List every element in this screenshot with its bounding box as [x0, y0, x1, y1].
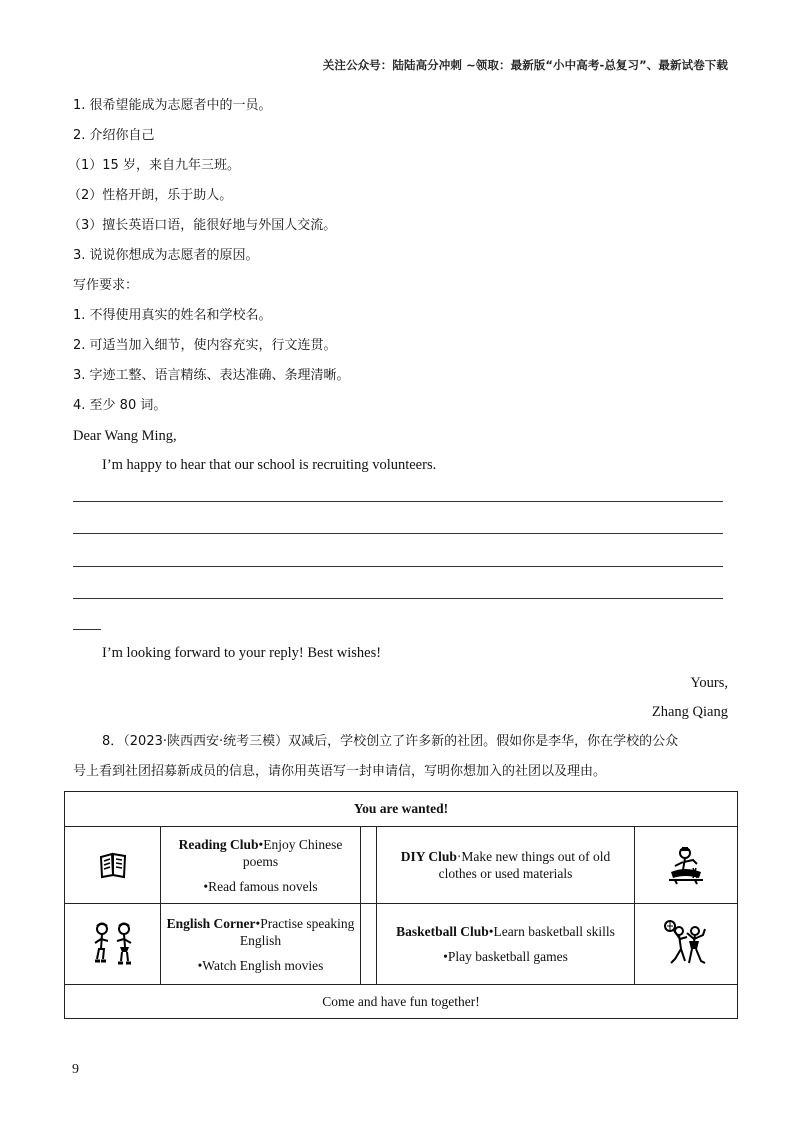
club-desc: •Play basketball games	[443, 949, 568, 964]
book-icon	[97, 849, 129, 881]
requirement-item: 1. 不得使用真实的姓名和学校名。	[73, 308, 272, 323]
club-separator: •	[258, 836, 264, 852]
club-name: Basketball Club	[396, 924, 489, 939]
outline-subitem-1: （1）15 岁，来自九年三班。	[68, 158, 240, 173]
club-separator: •	[255, 915, 261, 931]
basketball-club-cell	[377, 904, 635, 985]
outline-item-2: 2. 介绍你自己	[73, 128, 155, 143]
answer-line	[73, 533, 723, 534]
letter-salutation: Dear Wang Ming,	[73, 428, 177, 444]
basketball-players-icon	[661, 919, 711, 969]
club-separator: ·	[456, 849, 462, 864]
poster-title: You are wanted!	[65, 792, 738, 827]
reading-club-icon-cell	[65, 827, 161, 904]
two-people-talking-icon	[91, 921, 135, 967]
club-desc: •Read famous novels	[203, 878, 318, 894]
page-number: 9	[72, 1062, 79, 1077]
club-poster-table	[64, 791, 738, 1019]
sewing-person-icon	[663, 844, 709, 886]
answer-line	[73, 566, 723, 567]
poster-footer: Come and have fun together!	[65, 985, 738, 1019]
spacer-cell	[361, 904, 377, 985]
outline-subitem-2: （2）性格开朗，乐于助人。	[68, 188, 233, 203]
club-separator: •	[488, 924, 494, 939]
club-desc: Learn basketball skills	[493, 924, 615, 939]
diy-club-icon-cell	[635, 827, 738, 904]
answer-line	[73, 598, 723, 599]
club-desc: •Watch English movies	[197, 957, 324, 973]
question-8-line-2: 号上看到社团招募新成员的信息，请你用英语写一封申请信，写明你想加入的社团以及理由。	[73, 764, 607, 779]
answer-line-short	[73, 629, 101, 630]
outline-item-3: 3. 说说你想成为志愿者的原因。	[73, 248, 259, 263]
club-name: Reading Club	[178, 836, 259, 852]
club-desc: Enjoy Chinese poems	[242, 836, 343, 869]
basketball-club-icon-cell	[635, 904, 738, 985]
question-8-line-1: 8．（2023·陕西西安·统考三模）双减后，学校创立了许多新的社团。假如你是李华，你在学校的公众	[102, 734, 679, 749]
club-name: English Corner	[166, 915, 256, 931]
requirements-title: 写作要求：	[73, 278, 139, 293]
outline-item-1: 1. 很希望能成为志愿者中的一员。	[73, 98, 272, 113]
english-corner-cell	[161, 904, 361, 985]
english-corner-icon-cell	[65, 904, 161, 985]
diy-club-cell	[377, 827, 635, 904]
letter-signature: Zhang Qiang	[651, 704, 728, 720]
letter-signoff: Yours,	[690, 675, 728, 691]
requirement-item: 3. 字迹工整、语言精练、表达准确、条理清晰。	[73, 368, 350, 383]
letter-closing: I’m looking forward to your reply! Best wishes!	[102, 645, 382, 661]
outline-subitem-3: （3）擅长英语口语，能很好地与外国人交流。	[68, 218, 337, 233]
requirement-item: 4. 至少 80 词。	[73, 398, 167, 413]
answer-line	[73, 501, 723, 502]
page-header: 关注公众号：陆陆高分冲刺 ~领取：最新版“小中高考-总复习”、最新试卷下载	[322, 58, 728, 72]
requirement-item: 2. 可适当加入细节，使内容充实，行文连贯。	[73, 338, 337, 353]
club-name: DIY Club	[400, 849, 457, 864]
club-desc: Make new things out of old clothes or used materials	[438, 849, 611, 881]
reading-club-cell	[161, 827, 361, 904]
club-desc: Practise speaking English	[239, 915, 355, 948]
spacer-cell	[361, 827, 377, 904]
letter-opening: I’m happy to hear that our school is recruiting volunteers.	[102, 457, 437, 473]
